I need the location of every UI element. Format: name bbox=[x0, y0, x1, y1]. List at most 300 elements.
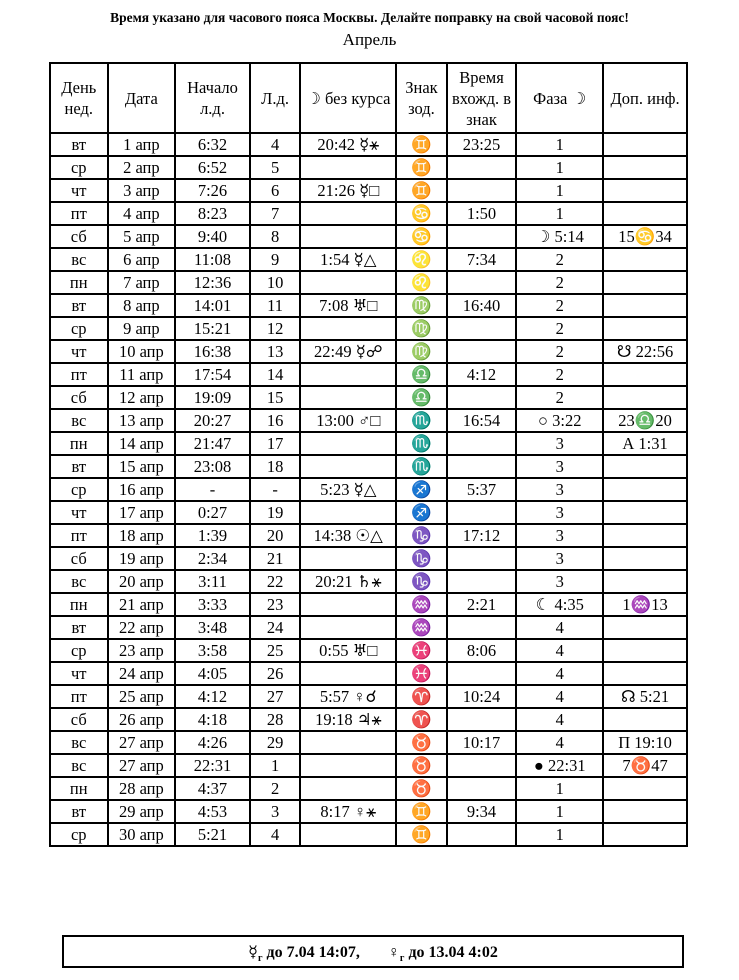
cell-ld: - bbox=[250, 478, 300, 501]
cell-entry bbox=[447, 501, 517, 524]
cell-phase: 2 bbox=[516, 386, 603, 409]
cell-ld: 24 bbox=[250, 616, 300, 639]
cell-void bbox=[300, 386, 396, 409]
cell-start: 3:58 bbox=[175, 639, 250, 662]
cell-sign: ♓ bbox=[396, 639, 446, 662]
cell-entry bbox=[447, 156, 517, 179]
cell-void bbox=[300, 156, 396, 179]
cell-void bbox=[300, 823, 396, 846]
cell-day: вс bbox=[50, 248, 108, 271]
cell-day: чт bbox=[50, 501, 108, 524]
cell-ld: 14 bbox=[250, 363, 300, 386]
cell-entry bbox=[447, 570, 517, 593]
cell-ld: 4 bbox=[250, 823, 300, 846]
cell-date: 24 апр bbox=[108, 662, 176, 685]
venus-icon: ♀ bbox=[387, 944, 400, 961]
table-row bbox=[50, 478, 687, 501]
cell-phase: 3 bbox=[516, 570, 603, 593]
cell-day: ср bbox=[50, 156, 108, 179]
cell-phase: 3 bbox=[516, 478, 603, 501]
cell-day: вс bbox=[50, 731, 108, 754]
cell-date: 25 апр bbox=[108, 685, 176, 708]
lunar-calendar-table bbox=[49, 62, 688, 847]
cell-ld: 5 bbox=[250, 156, 300, 179]
cell-date: 27 апр bbox=[108, 754, 176, 777]
cell-entry: 2:21 bbox=[447, 593, 517, 616]
table-row bbox=[50, 593, 687, 616]
cell-extra: 1♒13 bbox=[603, 593, 687, 616]
cell-day: пн bbox=[50, 432, 108, 455]
column-header: Начало л.д. bbox=[175, 63, 250, 133]
cell-entry: 8:06 bbox=[447, 639, 517, 662]
cell-extra: ☊ 5:21 bbox=[603, 685, 687, 708]
cell-void: 5:23 ☿△ bbox=[300, 478, 396, 501]
cell-void: 20:42 ☿⚹ bbox=[300, 133, 396, 156]
page-title: Апрель bbox=[342, 30, 397, 49]
cell-entry: 10:17 bbox=[447, 731, 517, 754]
cell-entry: 16:54 bbox=[447, 409, 517, 432]
cell-start: 15:21 bbox=[175, 317, 250, 340]
table-row bbox=[50, 317, 687, 340]
cell-extra bbox=[603, 800, 687, 823]
cell-phase: 4 bbox=[516, 731, 603, 754]
cell-sign: ♍ bbox=[396, 340, 446, 363]
cell-date: 17 апр bbox=[108, 501, 176, 524]
cell-extra bbox=[603, 478, 687, 501]
table-header-row bbox=[50, 63, 687, 133]
cell-start: 14:01 bbox=[175, 294, 250, 317]
cell-extra: 15♋34 bbox=[603, 225, 687, 248]
retrograde-info: $☿_г$ до 7.04 14:07, $♀_г$ до 13.04 4:02 bbox=[62, 935, 684, 968]
cell-void bbox=[300, 501, 396, 524]
cell-sign: ♏ bbox=[396, 455, 446, 478]
cell-day: ср bbox=[50, 478, 108, 501]
cell-start: 4:53 bbox=[175, 800, 250, 823]
cell-ld: 4 bbox=[250, 133, 300, 156]
cell-start: 22:31 bbox=[175, 754, 250, 777]
cell-sign: ♊ bbox=[396, 156, 446, 179]
mercury-icon: ☿ bbox=[248, 944, 258, 961]
column-header: ☽ без курса bbox=[300, 63, 396, 133]
cell-phase: 2 bbox=[516, 317, 603, 340]
cell-ld: 20 bbox=[250, 524, 300, 547]
cell-ld: 22 bbox=[250, 570, 300, 593]
cell-start: 0:27 bbox=[175, 501, 250, 524]
cell-day: вт bbox=[50, 294, 108, 317]
cell-extra bbox=[603, 455, 687, 478]
cell-void bbox=[300, 547, 396, 570]
cell-start: 4:18 bbox=[175, 708, 250, 731]
table-row bbox=[50, 455, 687, 478]
cell-ld: 29 bbox=[250, 731, 300, 754]
cell-entry bbox=[447, 179, 517, 202]
cell-entry: 4:12 bbox=[447, 363, 517, 386]
table-row bbox=[50, 156, 687, 179]
cell-phase: 4 bbox=[516, 708, 603, 731]
cell-extra bbox=[603, 271, 687, 294]
cell-entry bbox=[447, 317, 517, 340]
cell-sign: ♐ bbox=[396, 478, 446, 501]
cell-extra bbox=[603, 823, 687, 846]
cell-date: 23 апр bbox=[108, 639, 176, 662]
cell-phase: 1 bbox=[516, 777, 603, 800]
cell-void bbox=[300, 662, 396, 685]
cell-void bbox=[300, 317, 396, 340]
cell-day: пт bbox=[50, 524, 108, 547]
cell-start: 16:38 bbox=[175, 340, 250, 363]
cell-start: 3:11 bbox=[175, 570, 250, 593]
cell-start: 4:12 bbox=[175, 685, 250, 708]
cell-day: ср bbox=[50, 317, 108, 340]
table-row bbox=[50, 662, 687, 685]
cell-day: вс bbox=[50, 570, 108, 593]
cell-sign: ♋ bbox=[396, 225, 446, 248]
cell-date: 3 апр bbox=[108, 179, 176, 202]
cell-void bbox=[300, 455, 396, 478]
table-row bbox=[50, 524, 687, 547]
cell-phase: 3 bbox=[516, 547, 603, 570]
table-row bbox=[50, 708, 687, 731]
cell-entry bbox=[447, 386, 517, 409]
column-header: Знак зод. bbox=[396, 63, 446, 133]
cell-void bbox=[300, 202, 396, 225]
table-row bbox=[50, 363, 687, 386]
table-row bbox=[50, 340, 687, 363]
cell-entry bbox=[447, 616, 517, 639]
cell-ld: 28 bbox=[250, 708, 300, 731]
cell-sign: ♊ bbox=[396, 179, 446, 202]
cell-day: чт bbox=[50, 662, 108, 685]
cell-entry: 16:40 bbox=[447, 294, 517, 317]
cell-entry: 1:50 bbox=[447, 202, 517, 225]
cell-date: 7 апр bbox=[108, 271, 176, 294]
table-row bbox=[50, 800, 687, 823]
cell-extra bbox=[603, 639, 687, 662]
cell-start: 11:08 bbox=[175, 248, 250, 271]
cell-extra bbox=[603, 179, 687, 202]
cell-phase: 2 bbox=[516, 363, 603, 386]
cell-entry bbox=[447, 708, 517, 731]
cell-ld: 19 bbox=[250, 501, 300, 524]
cell-phase: 3 bbox=[516, 501, 603, 524]
cell-date: 14 апр bbox=[108, 432, 176, 455]
cell-extra bbox=[603, 524, 687, 547]
column-header: Фаза ☽ bbox=[516, 63, 603, 133]
cell-extra bbox=[603, 616, 687, 639]
cell-date: 5 апр bbox=[108, 225, 176, 248]
cell-day: вт bbox=[50, 800, 108, 823]
cell-extra bbox=[603, 202, 687, 225]
cell-void bbox=[300, 593, 396, 616]
cell-entry bbox=[447, 340, 517, 363]
cell-ld: 10 bbox=[250, 271, 300, 294]
cell-extra bbox=[603, 777, 687, 800]
cell-day: пн bbox=[50, 271, 108, 294]
cell-extra bbox=[603, 708, 687, 731]
cell-date: 22 апр bbox=[108, 616, 176, 639]
cell-date: 27 апр bbox=[108, 731, 176, 754]
cell-date: 11 апр bbox=[108, 363, 176, 386]
cell-date: 30 апр bbox=[108, 823, 176, 846]
cell-void bbox=[300, 616, 396, 639]
cell-phase: 2 bbox=[516, 340, 603, 363]
cell-day: сб bbox=[50, 547, 108, 570]
table-row bbox=[50, 225, 687, 248]
cell-day: сб bbox=[50, 225, 108, 248]
cell-entry: 5:37 bbox=[447, 478, 517, 501]
cell-ld: 21 bbox=[250, 547, 300, 570]
cell-entry: 7:34 bbox=[447, 248, 517, 271]
cell-start: 7:26 bbox=[175, 179, 250, 202]
cell-sign: ♒ bbox=[396, 616, 446, 639]
cell-start: 4:37 bbox=[175, 777, 250, 800]
cell-phase: 1 bbox=[516, 202, 603, 225]
table-row bbox=[50, 501, 687, 524]
cell-phase: ☽ 5:14 bbox=[516, 225, 603, 248]
cell-date: 18 апр bbox=[108, 524, 176, 547]
cell-ld: 8 bbox=[250, 225, 300, 248]
cell-start: 2:34 bbox=[175, 547, 250, 570]
cell-sign: ♌ bbox=[396, 271, 446, 294]
cell-extra bbox=[603, 570, 687, 593]
cell-entry bbox=[447, 432, 517, 455]
cell-start: 12:36 bbox=[175, 271, 250, 294]
cell-phase: 2 bbox=[516, 271, 603, 294]
cell-void bbox=[300, 225, 396, 248]
cell-void bbox=[300, 777, 396, 800]
cell-phase: 1 bbox=[516, 823, 603, 846]
cell-sign: ♒ bbox=[396, 593, 446, 616]
cell-extra bbox=[603, 386, 687, 409]
cell-void: 21:26 ☿□ bbox=[300, 179, 396, 202]
cell-extra: А 1:31 bbox=[603, 432, 687, 455]
cell-start: 4:05 bbox=[175, 662, 250, 685]
cell-phase: 2 bbox=[516, 294, 603, 317]
cell-entry bbox=[447, 754, 517, 777]
column-header: Доп. инф. bbox=[603, 63, 687, 133]
cell-date: 15 апр bbox=[108, 455, 176, 478]
cell-sign: ♎ bbox=[396, 363, 446, 386]
cell-phase: 4 bbox=[516, 662, 603, 685]
cell-extra: 23♎20 bbox=[603, 409, 687, 432]
cell-ld: 26 bbox=[250, 662, 300, 685]
cell-phase: 1 bbox=[516, 179, 603, 202]
cell-day: пт bbox=[50, 202, 108, 225]
cell-extra bbox=[603, 662, 687, 685]
cell-void: 7:08 ♅□ bbox=[300, 294, 396, 317]
cell-day: вс bbox=[50, 409, 108, 432]
cell-sign: ♑ bbox=[396, 547, 446, 570]
table-row bbox=[50, 248, 687, 271]
cell-void: 22:49 ☿☍ bbox=[300, 340, 396, 363]
cell-date: 19 апр bbox=[108, 547, 176, 570]
cell-entry bbox=[447, 271, 517, 294]
cell-extra bbox=[603, 317, 687, 340]
cell-entry bbox=[447, 455, 517, 478]
cell-void: 1:54 ☿△ bbox=[300, 248, 396, 271]
cell-day: ср bbox=[50, 639, 108, 662]
cell-sign: ♑ bbox=[396, 524, 446, 547]
column-header: Дата bbox=[108, 63, 176, 133]
cell-ld: 1 bbox=[250, 754, 300, 777]
cell-date: 26 апр bbox=[108, 708, 176, 731]
cell-ld: 9 bbox=[250, 248, 300, 271]
table-row bbox=[50, 547, 687, 570]
cell-extra bbox=[603, 133, 687, 156]
table-row bbox=[50, 432, 687, 455]
cell-extra: П 19:10 bbox=[603, 731, 687, 754]
cell-phase: 2 bbox=[516, 248, 603, 271]
cell-date: 2 апр bbox=[108, 156, 176, 179]
timezone-note: Время указано для часового пояса Москвы. Делайте поправку на свой часовой пояс! bbox=[110, 10, 629, 25]
cell-phase: 1 bbox=[516, 800, 603, 823]
cell-day: сб bbox=[50, 386, 108, 409]
cell-entry bbox=[447, 777, 517, 800]
cell-ld: 12 bbox=[250, 317, 300, 340]
cell-ld: 3 bbox=[250, 800, 300, 823]
cell-date: 16 апр bbox=[108, 478, 176, 501]
cell-start: 9:40 bbox=[175, 225, 250, 248]
cell-phase: ● 22:31 bbox=[516, 754, 603, 777]
column-header: Время вхожд. в знак bbox=[447, 63, 517, 133]
cell-start: 20:27 bbox=[175, 409, 250, 432]
cell-void bbox=[300, 731, 396, 754]
cell-entry: 9:34 bbox=[447, 800, 517, 823]
cell-phase: 3 bbox=[516, 432, 603, 455]
cell-start: 6:32 bbox=[175, 133, 250, 156]
cell-void: 14:38 ☉△ bbox=[300, 524, 396, 547]
cell-sign: ♉ bbox=[396, 777, 446, 800]
cell-day: чт bbox=[50, 340, 108, 363]
cell-extra bbox=[603, 156, 687, 179]
cell-sign: ♈ bbox=[396, 708, 446, 731]
cell-start: - bbox=[175, 478, 250, 501]
cell-ld: 23 bbox=[250, 593, 300, 616]
cell-sign: ♓ bbox=[396, 662, 446, 685]
cell-void: 5:57 ♀☌ bbox=[300, 685, 396, 708]
cell-start: 23:08 bbox=[175, 455, 250, 478]
cell-extra bbox=[603, 248, 687, 271]
cell-start: 8:23 bbox=[175, 202, 250, 225]
cell-void: 20:21 ♄⚹ bbox=[300, 570, 396, 593]
cell-void: 13:00 ♂□ bbox=[300, 409, 396, 432]
cell-date: 13 апр bbox=[108, 409, 176, 432]
cell-sign: ♊ bbox=[396, 133, 446, 156]
cell-start: 3:48 bbox=[175, 616, 250, 639]
cell-ld: 16 bbox=[250, 409, 300, 432]
cell-date: 1 апр bbox=[108, 133, 176, 156]
table-row bbox=[50, 616, 687, 639]
cell-phase: 4 bbox=[516, 616, 603, 639]
cell-sign: ♋ bbox=[396, 202, 446, 225]
cell-phase: ☾ 4:35 bbox=[516, 593, 603, 616]
cell-sign: ♉ bbox=[396, 754, 446, 777]
cell-day: пн bbox=[50, 593, 108, 616]
column-header: Л.д. bbox=[250, 63, 300, 133]
cell-day: пн bbox=[50, 777, 108, 800]
cell-sign: ♍ bbox=[396, 317, 446, 340]
cell-sign: ♊ bbox=[396, 823, 446, 846]
cell-date: 21 апр bbox=[108, 593, 176, 616]
cell-phase: 4 bbox=[516, 639, 603, 662]
cell-extra bbox=[603, 501, 687, 524]
cell-day: ср bbox=[50, 823, 108, 846]
cell-date: 9 апр bbox=[108, 317, 176, 340]
cell-void bbox=[300, 432, 396, 455]
cell-sign: ♍ bbox=[396, 294, 446, 317]
cell-sign: ♎ bbox=[396, 386, 446, 409]
cell-void: 19:18 ♃⚹ bbox=[300, 708, 396, 731]
cell-ld: 7 bbox=[250, 202, 300, 225]
cell-sign: ♉ bbox=[396, 731, 446, 754]
cell-ld: 25 bbox=[250, 639, 300, 662]
cell-entry: 23:25 bbox=[447, 133, 517, 156]
cell-start: 4:26 bbox=[175, 731, 250, 754]
cell-start: 17:54 bbox=[175, 363, 250, 386]
table-row bbox=[50, 133, 687, 156]
table-row bbox=[50, 823, 687, 846]
cell-extra bbox=[603, 294, 687, 317]
cell-sign: ♊ bbox=[396, 800, 446, 823]
cell-date: 4 апр bbox=[108, 202, 176, 225]
table-row bbox=[50, 754, 687, 777]
table-row bbox=[50, 202, 687, 225]
table-row bbox=[50, 570, 687, 593]
cell-extra bbox=[603, 363, 687, 386]
cell-day: вт bbox=[50, 133, 108, 156]
cell-start: 3:33 bbox=[175, 593, 250, 616]
cell-date: 8 апр bbox=[108, 294, 176, 317]
cell-entry: 10:24 bbox=[447, 685, 517, 708]
table-row bbox=[50, 685, 687, 708]
cell-phase: 3 bbox=[516, 455, 603, 478]
cell-start: 1:39 bbox=[175, 524, 250, 547]
cell-sign: ♏ bbox=[396, 409, 446, 432]
cell-date: 20 апр bbox=[108, 570, 176, 593]
cell-void bbox=[300, 754, 396, 777]
table-row bbox=[50, 777, 687, 800]
cell-date: 6 апр bbox=[108, 248, 176, 271]
table-row bbox=[50, 409, 687, 432]
cell-entry bbox=[447, 662, 517, 685]
cell-date: 29 апр bbox=[108, 800, 176, 823]
cell-phase: 3 bbox=[516, 524, 603, 547]
cell-void: 0:55 ♅□ bbox=[300, 639, 396, 662]
cell-phase: 1 bbox=[516, 156, 603, 179]
cell-date: 28 апр bbox=[108, 777, 176, 800]
cell-start: 5:21 bbox=[175, 823, 250, 846]
cell-day: вт bbox=[50, 455, 108, 478]
table-row bbox=[50, 179, 687, 202]
cell-entry bbox=[447, 547, 517, 570]
table-row bbox=[50, 271, 687, 294]
cell-ld: 27 bbox=[250, 685, 300, 708]
cell-sign: ♑ bbox=[396, 570, 446, 593]
cell-day: вт bbox=[50, 616, 108, 639]
cell-ld: 13 bbox=[250, 340, 300, 363]
cell-day: пт bbox=[50, 363, 108, 386]
cell-phase: 4 bbox=[516, 685, 603, 708]
cell-date: 12 апр bbox=[108, 386, 176, 409]
cell-void bbox=[300, 271, 396, 294]
table-row bbox=[50, 639, 687, 662]
table-row bbox=[50, 294, 687, 317]
cell-entry bbox=[447, 225, 517, 248]
cell-date: 10 апр bbox=[108, 340, 176, 363]
cell-ld: 2 bbox=[250, 777, 300, 800]
cell-sign: ♈ bbox=[396, 685, 446, 708]
cell-extra: ☋ 22:56 bbox=[603, 340, 687, 363]
